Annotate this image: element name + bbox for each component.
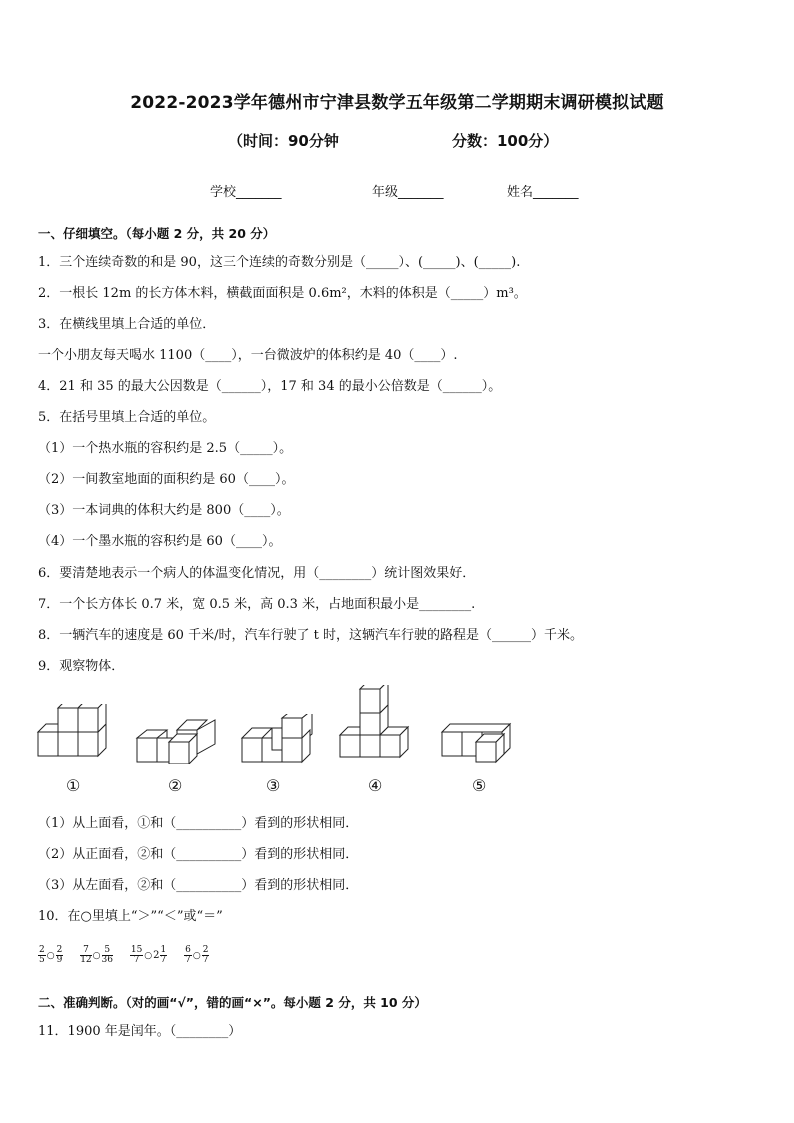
question-5-part-1: （1）一个热水瓶的容积约是 2.5（_____）。 (38, 441, 293, 456)
comparison-2: $\frac{7}{12}$ ○ $\frac{5}{36}$ (80, 945, 113, 965)
section-1-heading: 一、仔细填空。（每小题 2 分，共 20 分） (38, 226, 276, 241)
question-3: 3．在横线里填上合适的单位． (38, 317, 216, 332)
cube-figure-5 (440, 718, 520, 764)
compare-circle[interactable]: ○ (144, 950, 153, 961)
question-5-part-2: （2）一间教室地面的面积约是 60（____）。 (38, 472, 295, 487)
section-2-heading: 二、准确判断。（对的画“√”，错的画“×”。每小题 2 分，共 10 分） (38, 995, 427, 1010)
question-10: 10．在○里填上“＞”“＜”或“＝” (38, 909, 223, 924)
question-9-part-3: （3）从左面看，②和（__________）看到的形状相同． (38, 878, 359, 893)
question-11: 11．1900 年是闰年。（________） (38, 1024, 242, 1039)
grade-field: 年级_______ (372, 185, 444, 200)
compare-circle[interactable]: ○ (192, 950, 201, 961)
cube-figure-1 (36, 704, 110, 758)
question-9-part-2: （2）从正面看，②和（__________）看到的形状相同． (38, 847, 359, 862)
comparison-1: $\frac{2}{5}$ ○ $\frac{2}{9}$ (39, 945, 63, 965)
figure-3-label: ③ (266, 776, 281, 795)
comparison-3: $\frac{15}{7}$ ○2 $\frac{1}{7}$ (130, 945, 167, 965)
question-6: 6．要清楚地表示一个病人的体温变化情况，用（________）统计图效果好． (38, 566, 476, 581)
compare-circle[interactable]: ○ (92, 950, 101, 961)
question-9-part-1: （1）从上面看，①和（__________）看到的形状相同． (38, 816, 359, 831)
question-4: 4．21 和 35 的最大公因数是（______），17 和 34 的最小公倍数是（______）。 (38, 379, 502, 394)
question-9: 9．观察物体． (38, 659, 125, 674)
cube-figure-3 (240, 714, 316, 764)
compare-circle[interactable]: ○ (46, 950, 55, 961)
figure-1-label: ① (66, 776, 81, 795)
school-field: 学校_______ (210, 185, 282, 200)
question-1: 1．三个连续奇数的和是 90，这三个连续的奇数分别是（_____）、(_____)、(_____). (38, 255, 521, 270)
name-field: 姓名_______ (507, 185, 579, 200)
exam-score: 分数：100分） (452, 132, 559, 150)
question-8: 8．一辆汽车的速度是 60 千米/时，汽车行驶了 t 时，这辆汽车行驶的路程是（______）千米。 (38, 628, 583, 643)
question-7: 7．一个长方体长 0.7 米，宽 0.5 米，高 0.3 米，占地面积最小是________. (38, 597, 476, 612)
cube-figure-2 (135, 714, 219, 764)
cube-figure-4 (338, 685, 414, 759)
figure-2-label: ② (168, 776, 183, 795)
comparison-4: $\frac{6}{7}$ ○ $\frac{2}{7}$ (185, 945, 209, 965)
question-3-text: 一个小朋友每天喝水 1100（____），一台微波炉的体积约是 40（____）. (38, 348, 458, 363)
exam-time: （时间：90分钟 (228, 132, 339, 150)
question-2: 2．一根长 12m 的长方体木料，横截面面积是 0.6m²，木料的体积是（_____）m³。 (38, 286, 527, 301)
question-5-part-4: （4）一个墨水瓶的容积约是 60（____）。 (38, 534, 282, 549)
fraction-comparisons (38, 946, 223, 965)
page-title: 2022-2023学年德州市宁津县数学五年级第二学期期末调研模拟试题 (130, 93, 664, 113)
question-5-part-3: （3）一本词典的体积大约是 800（____）。 (38, 503, 290, 518)
question-5: 5．在括号里填上合适的单位。 (38, 410, 216, 425)
figure-4-label: ④ (368, 776, 383, 795)
figure-5-label: ⑤ (472, 776, 487, 795)
